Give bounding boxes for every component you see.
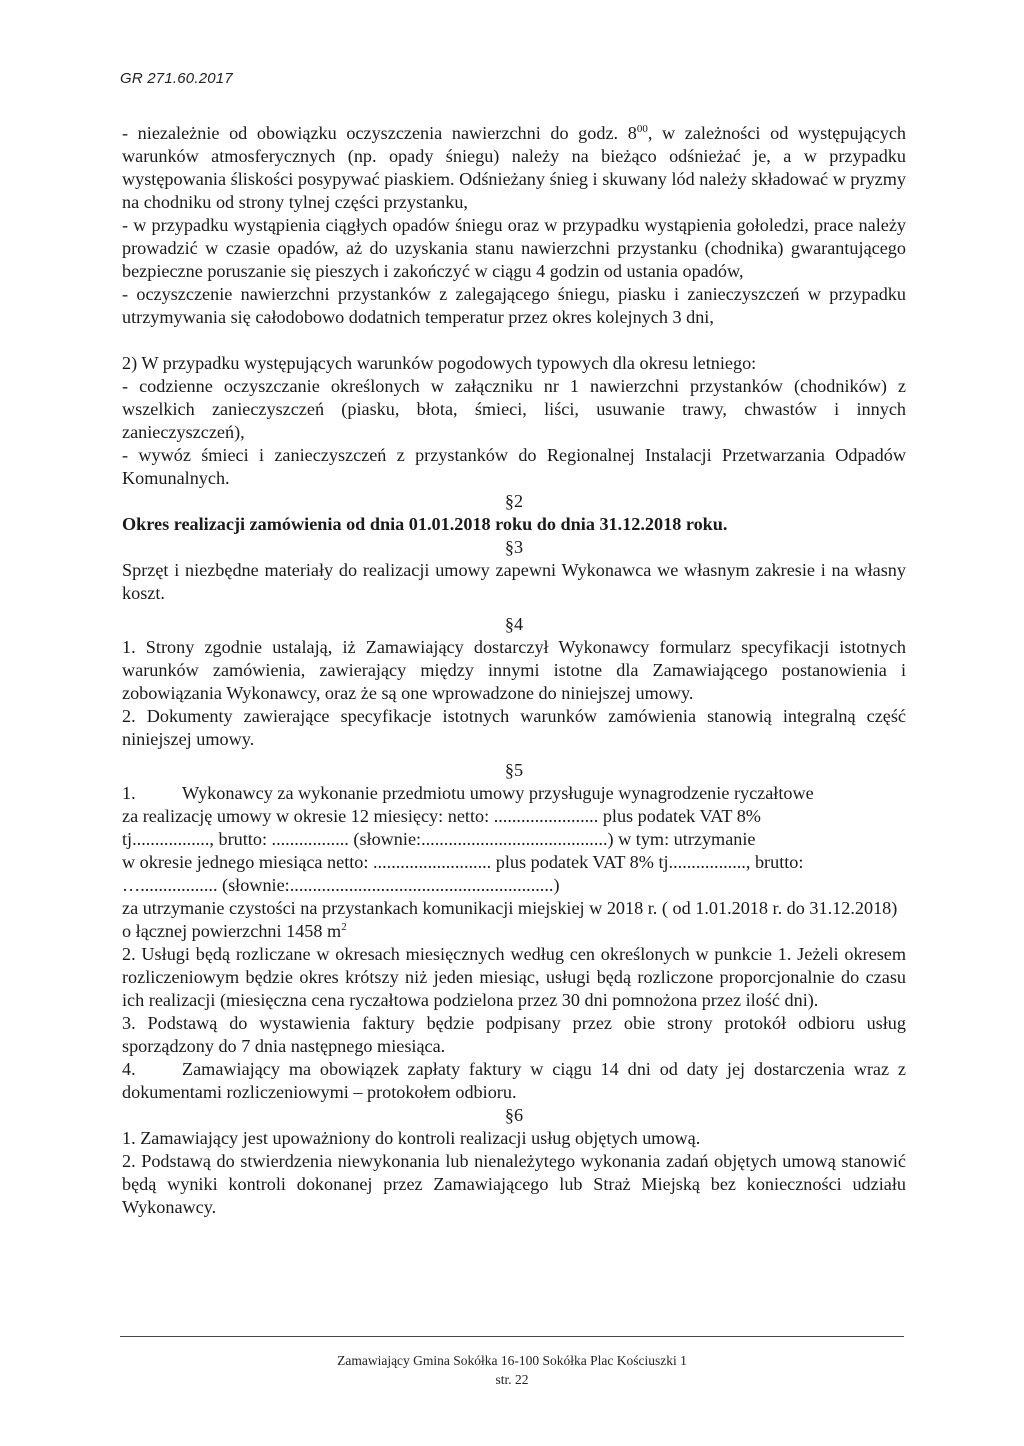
page-number: str. 22	[495, 1372, 529, 1387]
section-5-paragraph-3: 3. Podstawą do wystawienia faktury będzie podpisany przez obie strony protokół odbioru usług sporządzony do 7 dnia następnego miesiąca.	[122, 1013, 906, 1056]
section-5-heading: §5	[504, 760, 524, 780]
s5-p4-text: Zamawiający ma obowiązek zapłaty faktury w ciągu 14 dni od daty jej dostarczenia wraz z dokumentami rozliczeniowymi – protokołem odbioru.	[122, 1059, 906, 1102]
section-6-paragraph-2: 2. Podstawą do stwierdzenia niewykonania lub nienależytego wykonania zadań objętych umową stanowić będą wyniki kontroli dokonanej przez Zamawiającego lub Straż Miejską bez konieczności udziału Wykonawcy.	[122, 1151, 906, 1217]
section-4-heading: §4	[504, 614, 524, 634]
winter-p1-text-a: - niezależnie od obowiązku oczyszczenia nawierzchni do godz. 8	[122, 123, 637, 143]
summer-paragraph-1: - codzienne oczyszczanie określonych w załączniku nr 1 nawierzchni przystanków (chodników) z wszelkich zanieczyszczeń (piasku, błota, śmieci, liści, usuwanie trawy, chwastów i innych zanieczyszczeń),	[122, 376, 906, 442]
s5-line-6: za utrzymanie czystości na przystankach komunikacji miejskiej w 2018 r. ( od 1.01.2018 r. do 31.12.2018) o łącznej powierzchni 1458 m	[122, 898, 898, 941]
spacer	[122, 751, 906, 759]
section-6-heading: §6	[504, 1105, 524, 1125]
section-2-text: Okres realizacji zamówienia od dnia 01.01.2018 roku do dnia 31.12.2018 roku.	[122, 514, 728, 534]
section-5-paragraph-1-line-4: w okresie jednego miesiąca netto: .......................... plus podatek VAT 8% tj................., brutto:	[122, 852, 804, 872]
footer-divider	[120, 1336, 904, 1337]
section-5-paragraph-2: 2. Usługi będą rozliczane w okresach miesięcznych według cen określonych w punkcie 1. Jeżeli okresem rozliczeniowym będzie okres krótszy niż jeden miesiąc, usługi będą rozliczone proporcjonalnie do czasu ich realizacji (miesięczna cena ryczałtowa podzielona przez 30 dni pomnożona przez ilość dni).	[122, 944, 906, 1010]
section-5-paragraph-4	[122, 1058, 906, 1104]
item-number: 1.	[122, 783, 136, 803]
footer-address: Zamawiający Gmina Sokółka 16-100 Sokółka Plac Kościuszki 1	[337, 1353, 687, 1368]
section-2-heading: §2	[504, 491, 524, 511]
document-body	[122, 122, 906, 1219]
section-5-paragraph-1-line-2: za realizację umowy w okresie 12 miesięcy: netto: ....................... plus podatek VAT 8%	[122, 806, 761, 826]
item-number: 4.	[122, 1059, 136, 1079]
section-4-paragraph-1: 1. Strony zgodnie ustalają, iż Zamawiający dostarczył Wykonawcy formularz specyfikacji istotnych warunków zamówienia, zawierający między innymi istotne dla Zamawiającego postanowienia i zobowiązania Wykonawcy, oraz że są one wprowadzone do niniejszej umowy.	[122, 637, 906, 703]
summer-paragraph-2: - wywóz śmieci i zanieczyszczeń z przystanków do Regionalnej Instalacji Przetwarzania Odpadów Komunalnych.	[122, 445, 906, 488]
winter-paragraph-2: - w przypadku wystąpienia ciągłych opadów śniegu oraz w przypadku wystąpienia gołoledzi, prace należy prowadzić w czasie opadów, aż do uzyskania stanu nawierzchni przystanku (chodnika) gwarantującego bezpieczne poruszanie się pieszych i zakończyć w ciągu 4 godzin od ustania opadów,	[122, 215, 906, 281]
winter-p1-text-b: , w zależności od występujących warunków atmosferycznych (np. opady śniegu) należy na bieżąco odśnieżać je, a w przypadku występowania śliskości posypywać piaskiem. Odśnieżany śnieg i skuwany lód należy składować w pryzmy na chodniku od strony tylnej części przystanku,	[122, 123, 906, 212]
section-5-paragraph-1-line-1	[122, 782, 906, 805]
section-5-paragraph-1-line-5: …................. (słownie:..........................................................)	[122, 875, 560, 895]
winter-paragraph-3: - oczyszczenie nawierzchni przystanków z zalegającego śniegu, piasku i zanieczyszczeń w przypadku utrzymywania się całodobowo dodatnich temperatur przez okres kolejnych 3 dni,	[122, 284, 906, 327]
section-5-paragraph-1-line-6	[122, 897, 906, 943]
section-3-text: Sprzęt i niezbędne materiały do realizacji umowy zapewni Wykonawca we własnym zakresie i na własny koszt.	[122, 560, 906, 603]
s5-line-1: Wykonawcy za wykonanie przedmiotu umowy przysługuje wynagrodzenie ryczałtowe	[182, 783, 814, 803]
section-5-paragraph-1-line-3: tj................., brutto: ................. (słownie:.........................................) w tym: utrzymanie	[122, 829, 756, 849]
page-footer	[0, 1351, 1024, 1389]
winter-paragraph-1	[122, 122, 906, 214]
spacer	[122, 329, 906, 352]
section-3-heading: §3	[504, 537, 524, 557]
area-superscript: 2	[341, 920, 347, 933]
hour-superscript: 00	[636, 122, 648, 135]
section-4-paragraph-2: 2. Dokumenty zawierające specyfikacje istotnych warunków zamówienia stanowią integralną część niniejszej umowy.	[122, 706, 906, 749]
section-6-paragraph-1: 1. Zamawiający jest upoważniony do kontroli realizacji usług objętych umową.	[122, 1128, 701, 1148]
summer-intro: 2) W przypadku występujących warunków pogodowych typowych dla okresu letniego:	[122, 353, 757, 373]
document-reference: GR 271.60.2017	[120, 70, 233, 87]
spacer	[122, 605, 906, 613]
